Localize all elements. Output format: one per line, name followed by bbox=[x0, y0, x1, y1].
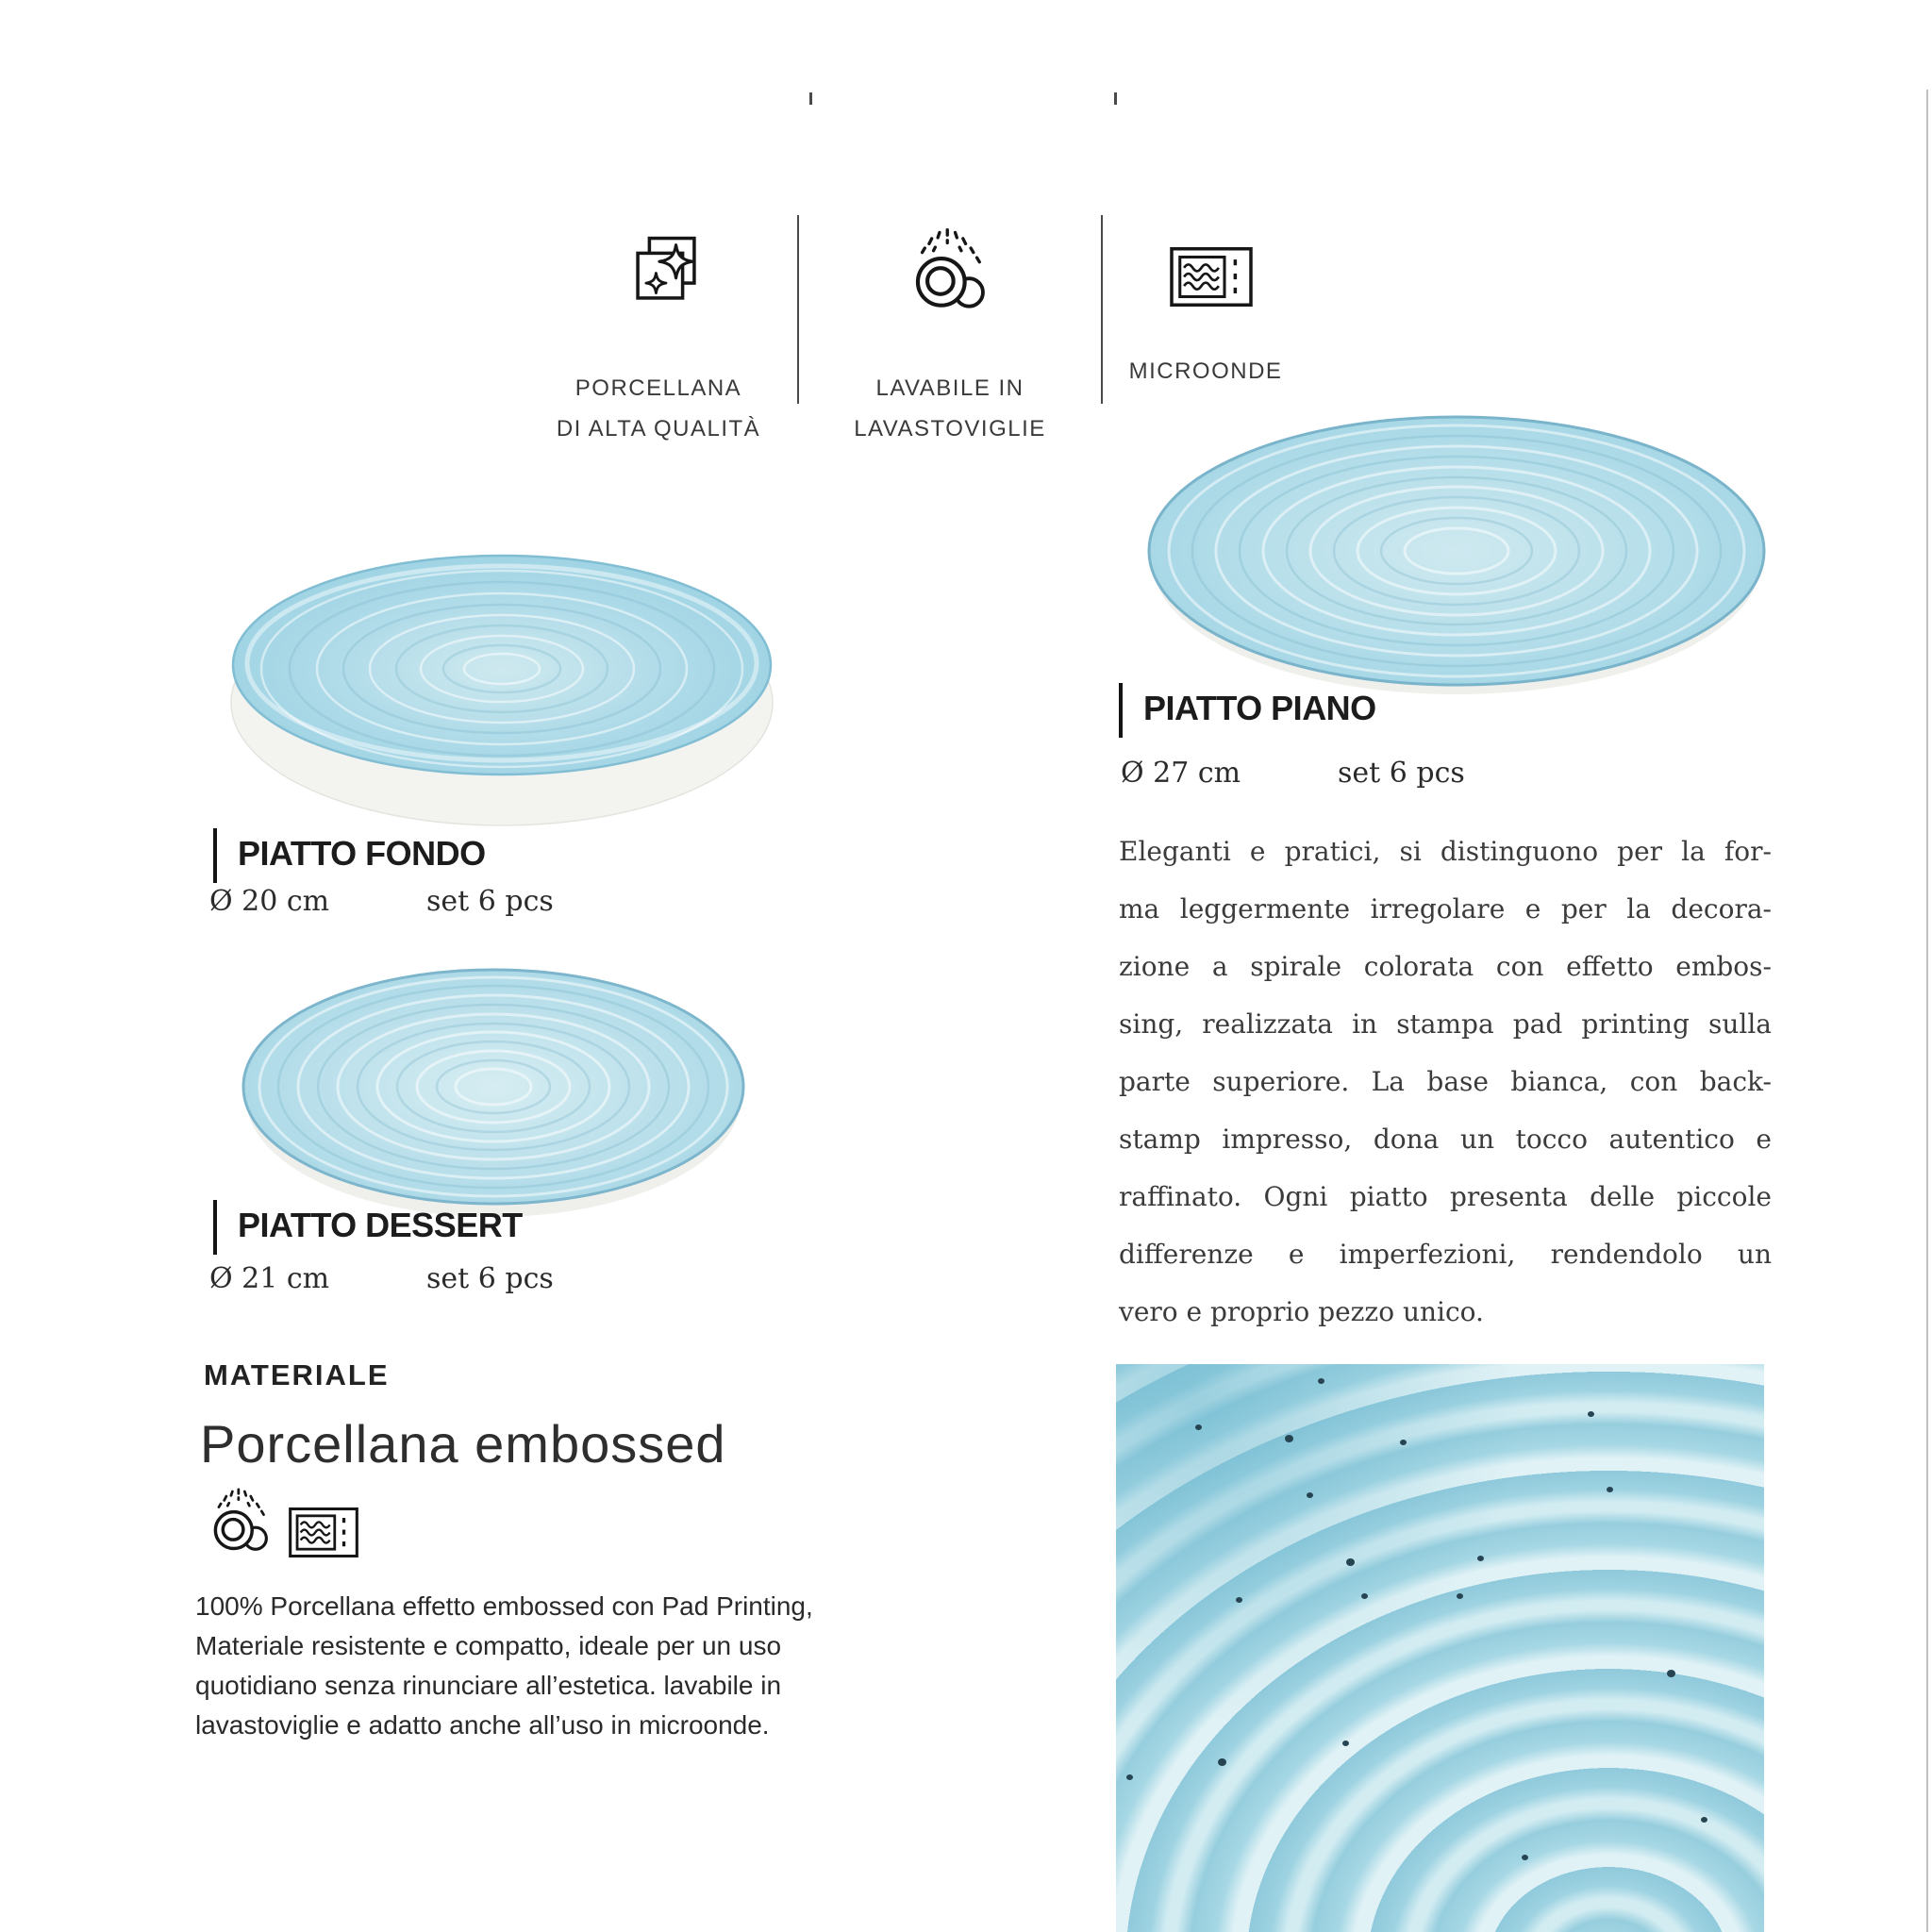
product-title-piano: PIATTO PIANO bbox=[1143, 689, 1376, 727]
dishwasher-safe-icon bbox=[907, 226, 993, 318]
material-description-line: quotidiano senza rinunciare all’estetica. lavabile in bbox=[195, 1671, 782, 1700]
product-description bbox=[1119, 823, 1772, 1341]
description-line: zione a spirale colorata con effetto embos- bbox=[1119, 951, 1772, 982]
product-specs-dessert bbox=[209, 1262, 587, 1295]
texture-speckles bbox=[1116, 1364, 1123, 1370]
description-line: ma leggermente irregolare e per la decora- bbox=[1119, 893, 1772, 924]
description-line: vero e proprio pezzo unico. bbox=[1119, 1296, 1484, 1327]
set-value: set 6 pcs bbox=[426, 1262, 554, 1295]
diameter-value: Ø 27 cm bbox=[1121, 757, 1241, 790]
label-bar bbox=[213, 1200, 217, 1255]
label-bar bbox=[213, 828, 217, 883]
feature-label-porcelain: PORCELLANA DI ALTA QUALITÀ bbox=[556, 375, 761, 441]
description-line: stamp impresso, dona un tocco autentico e bbox=[1119, 1124, 1772, 1155]
microwave-safe-icon bbox=[289, 1507, 358, 1562]
piatto-dessert-photo bbox=[242, 962, 745, 1233]
description-line: sing, realizzata in stampa pad printing sulla bbox=[1119, 1008, 1772, 1040]
diameter-value: Ø 20 cm bbox=[209, 885, 330, 918]
description-line: raffinato. Ogni piatto presenta delle piccole bbox=[1119, 1181, 1772, 1212]
material-description-line: 100% Porcellana effetto embossed con Pad Printing, bbox=[195, 1591, 813, 1621]
description-line: Eleganti e pratici, si distinguono per la for- bbox=[1119, 836, 1772, 867]
product-specs-fondo bbox=[209, 885, 587, 918]
diameter-value: Ø 21 cm bbox=[209, 1262, 330, 1295]
material-description-line: Materiale resistente e compatto, ideale per un uso bbox=[195, 1631, 782, 1660]
microwave-safe-icon bbox=[1170, 247, 1253, 311]
label-bar bbox=[1119, 683, 1123, 738]
product-title-dessert: PIATTO DESSERT bbox=[238, 1206, 523, 1244]
feature-label-dishwasher: LAVABILE IN LAVASTOVIGLIE bbox=[854, 375, 1046, 441]
description-line: parte superiore. La base bianca, con back- bbox=[1119, 1066, 1772, 1097]
set-value: set 6 pcs bbox=[1338, 757, 1465, 790]
material-name: Porcellana embossed bbox=[200, 1414, 726, 1474]
product-title-fondo: PIATTO FONDO bbox=[238, 834, 486, 873]
description-line: differenze e imperfezioni, rendendolo un bbox=[1119, 1239, 1772, 1270]
material-description bbox=[195, 1587, 856, 1745]
material-description-line: lavastoviglie e adatto anche all’uso in microonde. bbox=[195, 1710, 770, 1740]
porcelain-quality-icon bbox=[625, 228, 708, 316]
feature-label-microwave: MICROONDE bbox=[1128, 358, 1283, 384]
crop-mark bbox=[809, 92, 812, 105]
page-edge-line bbox=[1926, 90, 1928, 1932]
set-value: set 6 pcs bbox=[426, 885, 554, 918]
product-specs-piano bbox=[1121, 757, 1498, 790]
crop-mark bbox=[1114, 92, 1117, 105]
dishwasher-safe-icon bbox=[207, 1487, 275, 1559]
piatto-piano-photo bbox=[1147, 413, 1766, 703]
piatto-fondo-photo bbox=[229, 552, 774, 832]
material-heading: MATERIALE bbox=[204, 1358, 390, 1391]
plate-texture-photo bbox=[1116, 1364, 1764, 1932]
